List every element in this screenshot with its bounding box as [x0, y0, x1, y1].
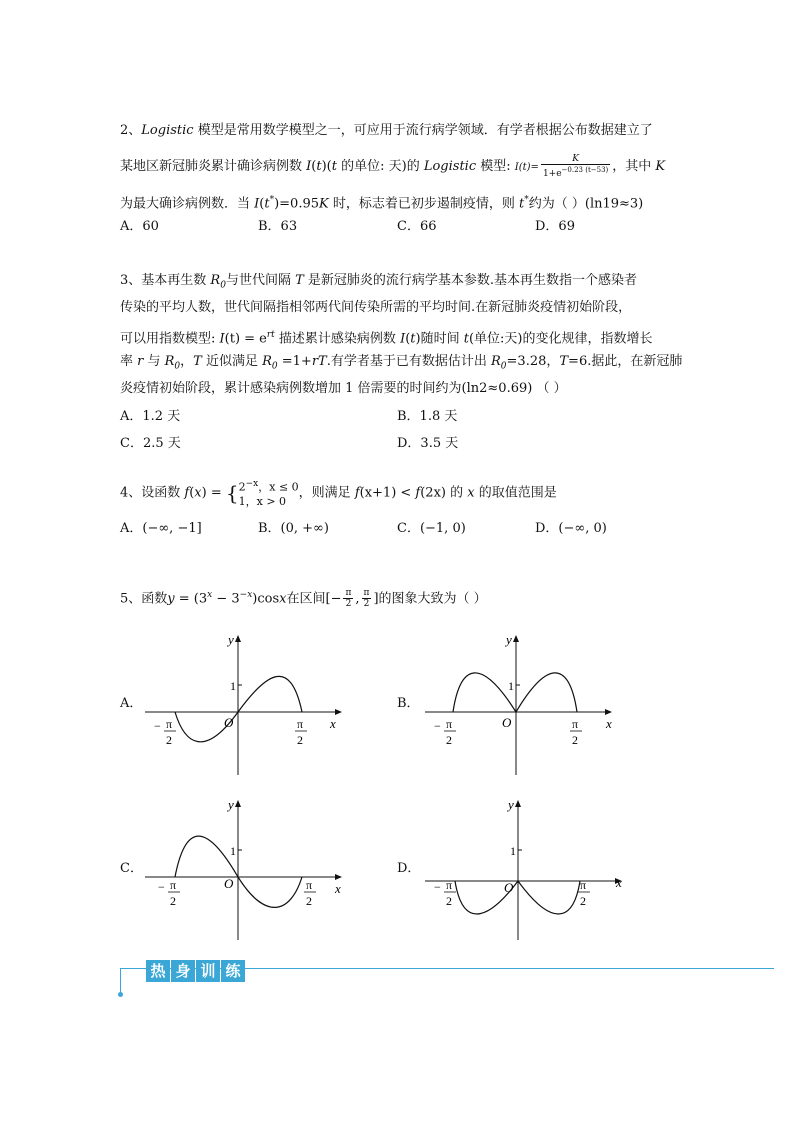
y-axis-arrow: [235, 635, 241, 642]
q4-text: ) =: [201, 485, 222, 501]
q2-sup: *: [524, 195, 529, 205]
q2-formula-exp: −0.23 (t−53): [561, 166, 609, 174]
q3-text: .有学者基于已有数据估计出: [326, 354, 491, 369]
q5-text: 在区间: [286, 591, 326, 607]
q2-option-b[interactable]: B．63: [258, 219, 298, 234]
banner-dot-icon: [118, 992, 123, 997]
q5-option-a[interactable]: A．: [120, 696, 143, 711]
q3-line-3: [120, 325, 653, 349]
neg-pi-den: 2: [166, 733, 172, 747]
neg-pi-minus: −: [158, 880, 165, 894]
q3-sub: 0: [220, 280, 226, 291]
one-label: 1: [230, 844, 236, 858]
q5-frac-1: [343, 588, 353, 609]
q2-var: K: [319, 196, 329, 212]
y-label: y: [228, 632, 234, 647]
q2-line-3: [120, 190, 643, 214]
q2-text: 的单位: 天)的: [336, 159, 424, 174]
q5-frac-num: π: [345, 588, 352, 599]
q3-text: 与世代间隔: [225, 273, 296, 288]
y-label: y: [228, 797, 234, 812]
pos-pi-den: 2: [306, 894, 312, 908]
q3-var: t: [410, 331, 416, 347]
q3-number: 3、基本再生数: [120, 273, 211, 288]
q2-text: 模型:: [476, 159, 515, 174]
banner-title: [146, 960, 245, 982]
q2-sup: *: [269, 195, 275, 205]
q2-number: 2、: [120, 123, 142, 138]
graph-b[interactable]: [420, 630, 630, 780]
q5-frac-num: π: [363, 588, 370, 599]
q2-var: I: [254, 196, 260, 212]
q3-var: R: [210, 273, 221, 288]
q2-text: (: [259, 196, 265, 212]
q4-var: f: [354, 485, 360, 501]
q4-brace: {: [225, 480, 239, 505]
q2-var: I: [306, 159, 312, 174]
q5-bracket: [−: [325, 591, 342, 607]
q5-frac-2: [362, 588, 372, 609]
q3-text: =1+: [277, 354, 312, 369]
q2-formula-fraction: [541, 154, 610, 179]
q4-text: (x+1) <: [359, 485, 416, 501]
pos-pi-num: π: [572, 717, 579, 731]
q3-text: (: [405, 331, 411, 347]
q5-text: )cos: [252, 591, 280, 607]
q3-sub: 0: [500, 361, 507, 372]
q3-var: I: [219, 331, 225, 347]
q4-var: x: [194, 485, 202, 501]
q4-case-1: [239, 477, 299, 495]
one-label: 1: [508, 679, 514, 693]
q3-sup: rt: [266, 330, 275, 340]
one-label: 1: [230, 679, 236, 693]
q4-text: 的取值范围是: [474, 485, 557, 501]
q2-line-1: [120, 121, 653, 141]
q2-formula-num: K: [541, 154, 610, 165]
q2-var: t: [316, 159, 322, 174]
q4-var: x: [467, 485, 475, 501]
x-axis-arrow: [605, 709, 612, 715]
q5-text: ,: [355, 591, 360, 607]
x-label: x: [606, 716, 612, 731]
q2-text: ，其中: [612, 159, 656, 174]
q4-option-d[interactable]: D．(−∞, 0): [535, 521, 607, 536]
x-label: x: [335, 881, 341, 896]
q5-option-d[interactable]: D．: [397, 861, 421, 876]
neg-pi-minus: −: [154, 719, 161, 733]
q3-option-b[interactable]: B．1.8 天: [397, 409, 458, 424]
q3-line-1: [120, 271, 637, 296]
q3-line-4: [120, 352, 682, 377]
q2-option-c[interactable]: C．66: [397, 219, 437, 234]
q5-option-b[interactable]: B．: [397, 696, 420, 711]
q4-case1-exp: −x: [245, 479, 259, 489]
q5-frac-den: 2: [345, 599, 352, 610]
q3-text: =6.据此，在新冠肺: [568, 354, 683, 369]
origin-label: O: [504, 880, 514, 895]
q2-formula-lhs: I(t)=: [514, 162, 539, 173]
q4-number: 4、设函数: [120, 485, 185, 501]
q4-option-b[interactable]: B．(0, +∞): [258, 521, 329, 536]
graph-c[interactable]: [140, 795, 350, 945]
q3-var: r: [137, 354, 144, 369]
neg-pi-minus: −: [434, 719, 441, 733]
q3-var: R: [164, 354, 175, 369]
q4-case-2: 1，x > 0: [238, 494, 287, 508]
q2-text: (: [311, 159, 317, 174]
curve: [453, 673, 577, 712]
q2-formula-den-base: 1+e: [542, 169, 562, 179]
q4-text: (2x): [420, 485, 446, 501]
q5-frac-den: 2: [363, 599, 370, 610]
x-label: x: [616, 875, 622, 890]
y-axis-arrow: [515, 800, 521, 807]
q5-line: [120, 585, 487, 609]
q2-text: Logistic: [423, 159, 477, 174]
q3-text: =3.28，: [506, 354, 560, 369]
q3-text: 可以用指数模型:: [120, 331, 220, 347]
q2-text: 约为（ ）(ln19≈3): [528, 196, 644, 212]
q3-sub: 0: [174, 361, 181, 372]
q3-var: t: [463, 331, 469, 347]
y-axis-arrow: [235, 800, 241, 807]
neg-pi-num: π: [446, 878, 453, 892]
q5-sup: x: [207, 590, 213, 600]
graph-d[interactable]: [420, 795, 630, 945]
banner-char: 练: [221, 960, 245, 982]
q2-text: 时，标志着已初步遏制疫情，则: [328, 196, 519, 212]
q4-option-a[interactable]: A．(−∞, −1]: [120, 521, 202, 536]
q3-option-d[interactable]: D．3.5 天: [397, 436, 459, 451]
y-label: y: [506, 632, 512, 647]
q4-var: f: [415, 485, 421, 501]
origin-label: O: [224, 715, 234, 730]
q4-cases: [239, 477, 299, 509]
q2-var: t: [264, 196, 270, 212]
q2-var: t: [519, 196, 525, 212]
q3-text: 近似满足: [201, 354, 263, 369]
x-label: x: [330, 716, 336, 731]
banner-char: 身: [171, 960, 195, 982]
pos-pi-num: π: [306, 878, 313, 892]
pos-pi-num: π: [297, 717, 304, 731]
q3-option-c[interactable]: C．2.5 天: [120, 436, 181, 451]
q5-sup: −x: [239, 590, 253, 600]
x-axis-arrow: [335, 709, 342, 715]
q2-var: K: [655, 159, 666, 174]
q2-text: 模型是常用数学模型之一，可应用于流行病学领域．有学者根据公布数据建立了: [193, 123, 653, 138]
neg-pi-den: 2: [170, 894, 176, 908]
q3-text: 描述累计感染病例数: [274, 331, 401, 347]
q4-text: ，则满足: [298, 485, 355, 501]
q3-var: R: [262, 354, 272, 369]
q3-text: (t) = e: [224, 331, 267, 347]
q3-var: T: [559, 354, 569, 369]
neg-pi-num: π: [166, 717, 173, 731]
q2-var: t: [331, 159, 337, 174]
neg-pi-num: π: [170, 878, 177, 892]
q2-text: 为最大确诊病例数．当: [120, 196, 255, 212]
q3-var: R: [491, 354, 501, 369]
origin-label: O: [502, 715, 512, 730]
q3-var: I: [400, 331, 406, 347]
q3-text: 是新冠肺炎的流行病学基本参数.基本再生数指一个感染者: [303, 273, 638, 288]
q5-var: y: [167, 591, 175, 607]
neg-pi-minus: −: [434, 880, 441, 894]
pos-pi-den: 2: [297, 733, 303, 747]
q3-line-5: 炎疫情初始阶段，累计感染病例数增加 1 倍需要的时间约为(ln2≈0.69) （ ）: [120, 381, 567, 396]
neg-pi-num: π: [446, 717, 453, 731]
q2-text: )=0.95: [274, 196, 320, 212]
q2-text: )(: [321, 159, 332, 174]
q3-var: rT: [311, 354, 327, 369]
q3-text: 与: [143, 354, 165, 369]
pos-pi-den: 2: [580, 894, 586, 908]
q5-number: 5、函数: [120, 591, 168, 607]
q2-option-d[interactable]: D．69: [535, 219, 575, 234]
section-banner: [120, 958, 774, 998]
graph-a[interactable]: [140, 630, 350, 780]
q5-text: = (3: [174, 591, 208, 607]
q4-case1-base: 2: [238, 480, 246, 494]
q2-line-2: [120, 154, 665, 179]
q5-text: − 3: [212, 591, 240, 607]
q4-option-c[interactable]: C．(−1, 0): [397, 521, 466, 536]
q5-text: 的图象大致为（ ）: [378, 591, 487, 607]
banner-vertical-rule: [120, 968, 121, 994]
q3-text: 率: [120, 354, 138, 369]
q4-case1-cond: ，x ≤ 0: [258, 480, 299, 494]
banner-char: 热: [146, 960, 170, 982]
q5-option-c[interactable]: C．: [120, 861, 143, 876]
q3-line-2: 传染的平均人数，世代间隔指相邻两代间传染所需的平均时间.在新冠肺炎疫情初始阶段，: [120, 300, 632, 315]
y-label: y: [508, 797, 514, 812]
q3-sub: 0: [271, 361, 278, 372]
q4-var: f: [184, 485, 190, 501]
q2-text: Logistic: [141, 123, 194, 138]
q3-option-a[interactable]: A．1.2 天: [120, 409, 181, 424]
y-axis-arrow: [513, 635, 519, 642]
neg-pi-den: 2: [446, 733, 452, 747]
one-label: 1: [510, 844, 516, 858]
q4-text: (: [189, 485, 195, 501]
banner-char: 训: [196, 960, 220, 982]
q2-option-a[interactable]: A．60: [120, 219, 159, 234]
q4-line: [120, 477, 557, 509]
q3-text: (单位:天)的变化规律，指数增长: [468, 331, 653, 347]
x-axis-arrow: [335, 874, 342, 880]
pos-pi-num: π: [580, 878, 587, 892]
pos-pi-den: 2: [572, 733, 578, 747]
q2-text: 某地区新冠肺炎累计确诊病例数: [120, 159, 307, 174]
neg-pi-den: 2: [446, 894, 452, 908]
q5-bracket: ]: [373, 591, 379, 607]
q3-text: ，: [180, 354, 194, 369]
q2-formula-den: [541, 165, 610, 179]
q3-var: T: [193, 354, 202, 369]
q3-var: T: [295, 273, 304, 288]
q4-text: 的: [445, 485, 468, 501]
q3-text: )随时间: [415, 331, 464, 347]
q5-var: x: [279, 591, 287, 607]
origin-label: O: [224, 876, 234, 891]
